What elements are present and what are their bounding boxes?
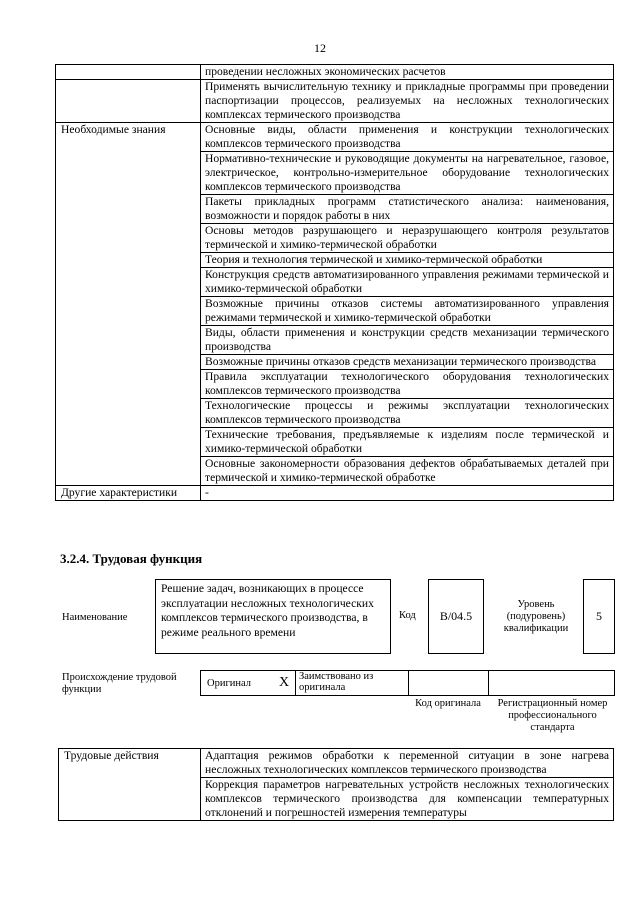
origin-label: Происхождение трудовой функции [62, 672, 177, 695]
table-row [56, 80, 614, 123]
other-characteristics-label: Другие характеристики [56, 486, 201, 501]
original-code-caption: Код оригинала [415, 698, 481, 709]
table-row [59, 749, 614, 778]
row-text: Конструкция средств автоматизированного управления режимами термической и химико-термической обработки [201, 268, 614, 297]
section-title: 3.2.4. Трудовая функция [60, 551, 203, 566]
original-code-cell [409, 671, 489, 695]
row-text: Возможные причины отказов средств механизации термического производства [201, 355, 614, 370]
row-text: Виды, области применения и конструкции средств механизации термического производства [201, 326, 614, 355]
row-text: - [201, 486, 614, 501]
borrowed-label: Заимствовано из оригинала [299, 671, 374, 693]
original-label: Оригинал [207, 678, 251, 689]
row-text: Технические требования, предъявляемые к изделиям после термической и химико-термической обработки [201, 428, 614, 457]
level-box: 5 [583, 579, 615, 654]
borrowed-cell [296, 671, 409, 695]
origin-row [200, 670, 615, 696]
code-label: Код [399, 610, 416, 621]
row-text: Основы методов разрушающего и неразрушающего контроля результатов термической и химико-термической обработки [201, 224, 614, 253]
reg-number-cell [489, 671, 614, 695]
labor-actions-label: Трудовые действия [59, 749, 201, 821]
name-label: Наименование [62, 612, 128, 623]
row-text: Теория и технология термической и химико-термической обработки [201, 253, 614, 268]
row-text: Основные закономерности образования дефектов обрабатываемых деталей при термической и химико-термической обработке [201, 457, 614, 486]
row-text: Возможные причины отказов системы автоматизированного управления режимами термической и химико-термической обработки [201, 297, 614, 326]
function-name-box: Решение задач, возникающих в процессе эксплуатации несложных технологических комплексов термического производства, в режиме реального времени [155, 579, 391, 654]
function-code-box: В/04.5 [428, 579, 484, 654]
row-text: Применять вычислительную технику и прикладные программы при проведении паспортизации процессов, реализуемых на несложных технологических комплексах термического производства [201, 80, 614, 123]
reg-number-caption: Регистрационный номер профессионального стандарта [497, 698, 608, 733]
row-text: Технологические процессы и режимы эксплуатации технологических комплексов термического производства [201, 399, 614, 428]
row-label [56, 80, 201, 123]
original-mark: X [279, 675, 290, 690]
table-row [56, 65, 614, 80]
row-text: Адаптация режимов обработки к переменной ситуации в зоне нагрева несложных технологических комплексов термического производства [201, 749, 614, 778]
knowledge-table [55, 64, 614, 501]
row-text: Нормативно-технические и руководящие документы на нагревательное, газовое, электрическое, контрольно-измерительное оборудование технологических комплексов термического производства [201, 152, 614, 195]
row-text: Основные виды, области применения и конструкции технологических комплексов термического производства [201, 123, 614, 152]
row-label [56, 65, 201, 80]
level-label: Уровень (подуровень) квалификации [503, 599, 569, 634]
row-text: проведении несложных экономических расчетов [201, 65, 614, 80]
page-number: 12 [314, 41, 326, 55]
row-text: Правила эксплуатации технологического оборудования технологических комплексов термического производства [201, 370, 614, 399]
row-text: Пакеты прикладных программ статистического анализа: наименования, возможности и порядок работы в них [201, 195, 614, 224]
labor-actions-table [58, 748, 614, 821]
table-row [56, 123, 614, 152]
required-knowledge-label: Необходимые знания [56, 123, 201, 486]
row-text: Коррекция параметров нагревательных устройств несложных технологических комплексов термического производства для компенсации температурных отклонений и погрешностей измерения температуры [201, 778, 614, 821]
original-cell [201, 671, 296, 695]
table-row [56, 486, 614, 501]
